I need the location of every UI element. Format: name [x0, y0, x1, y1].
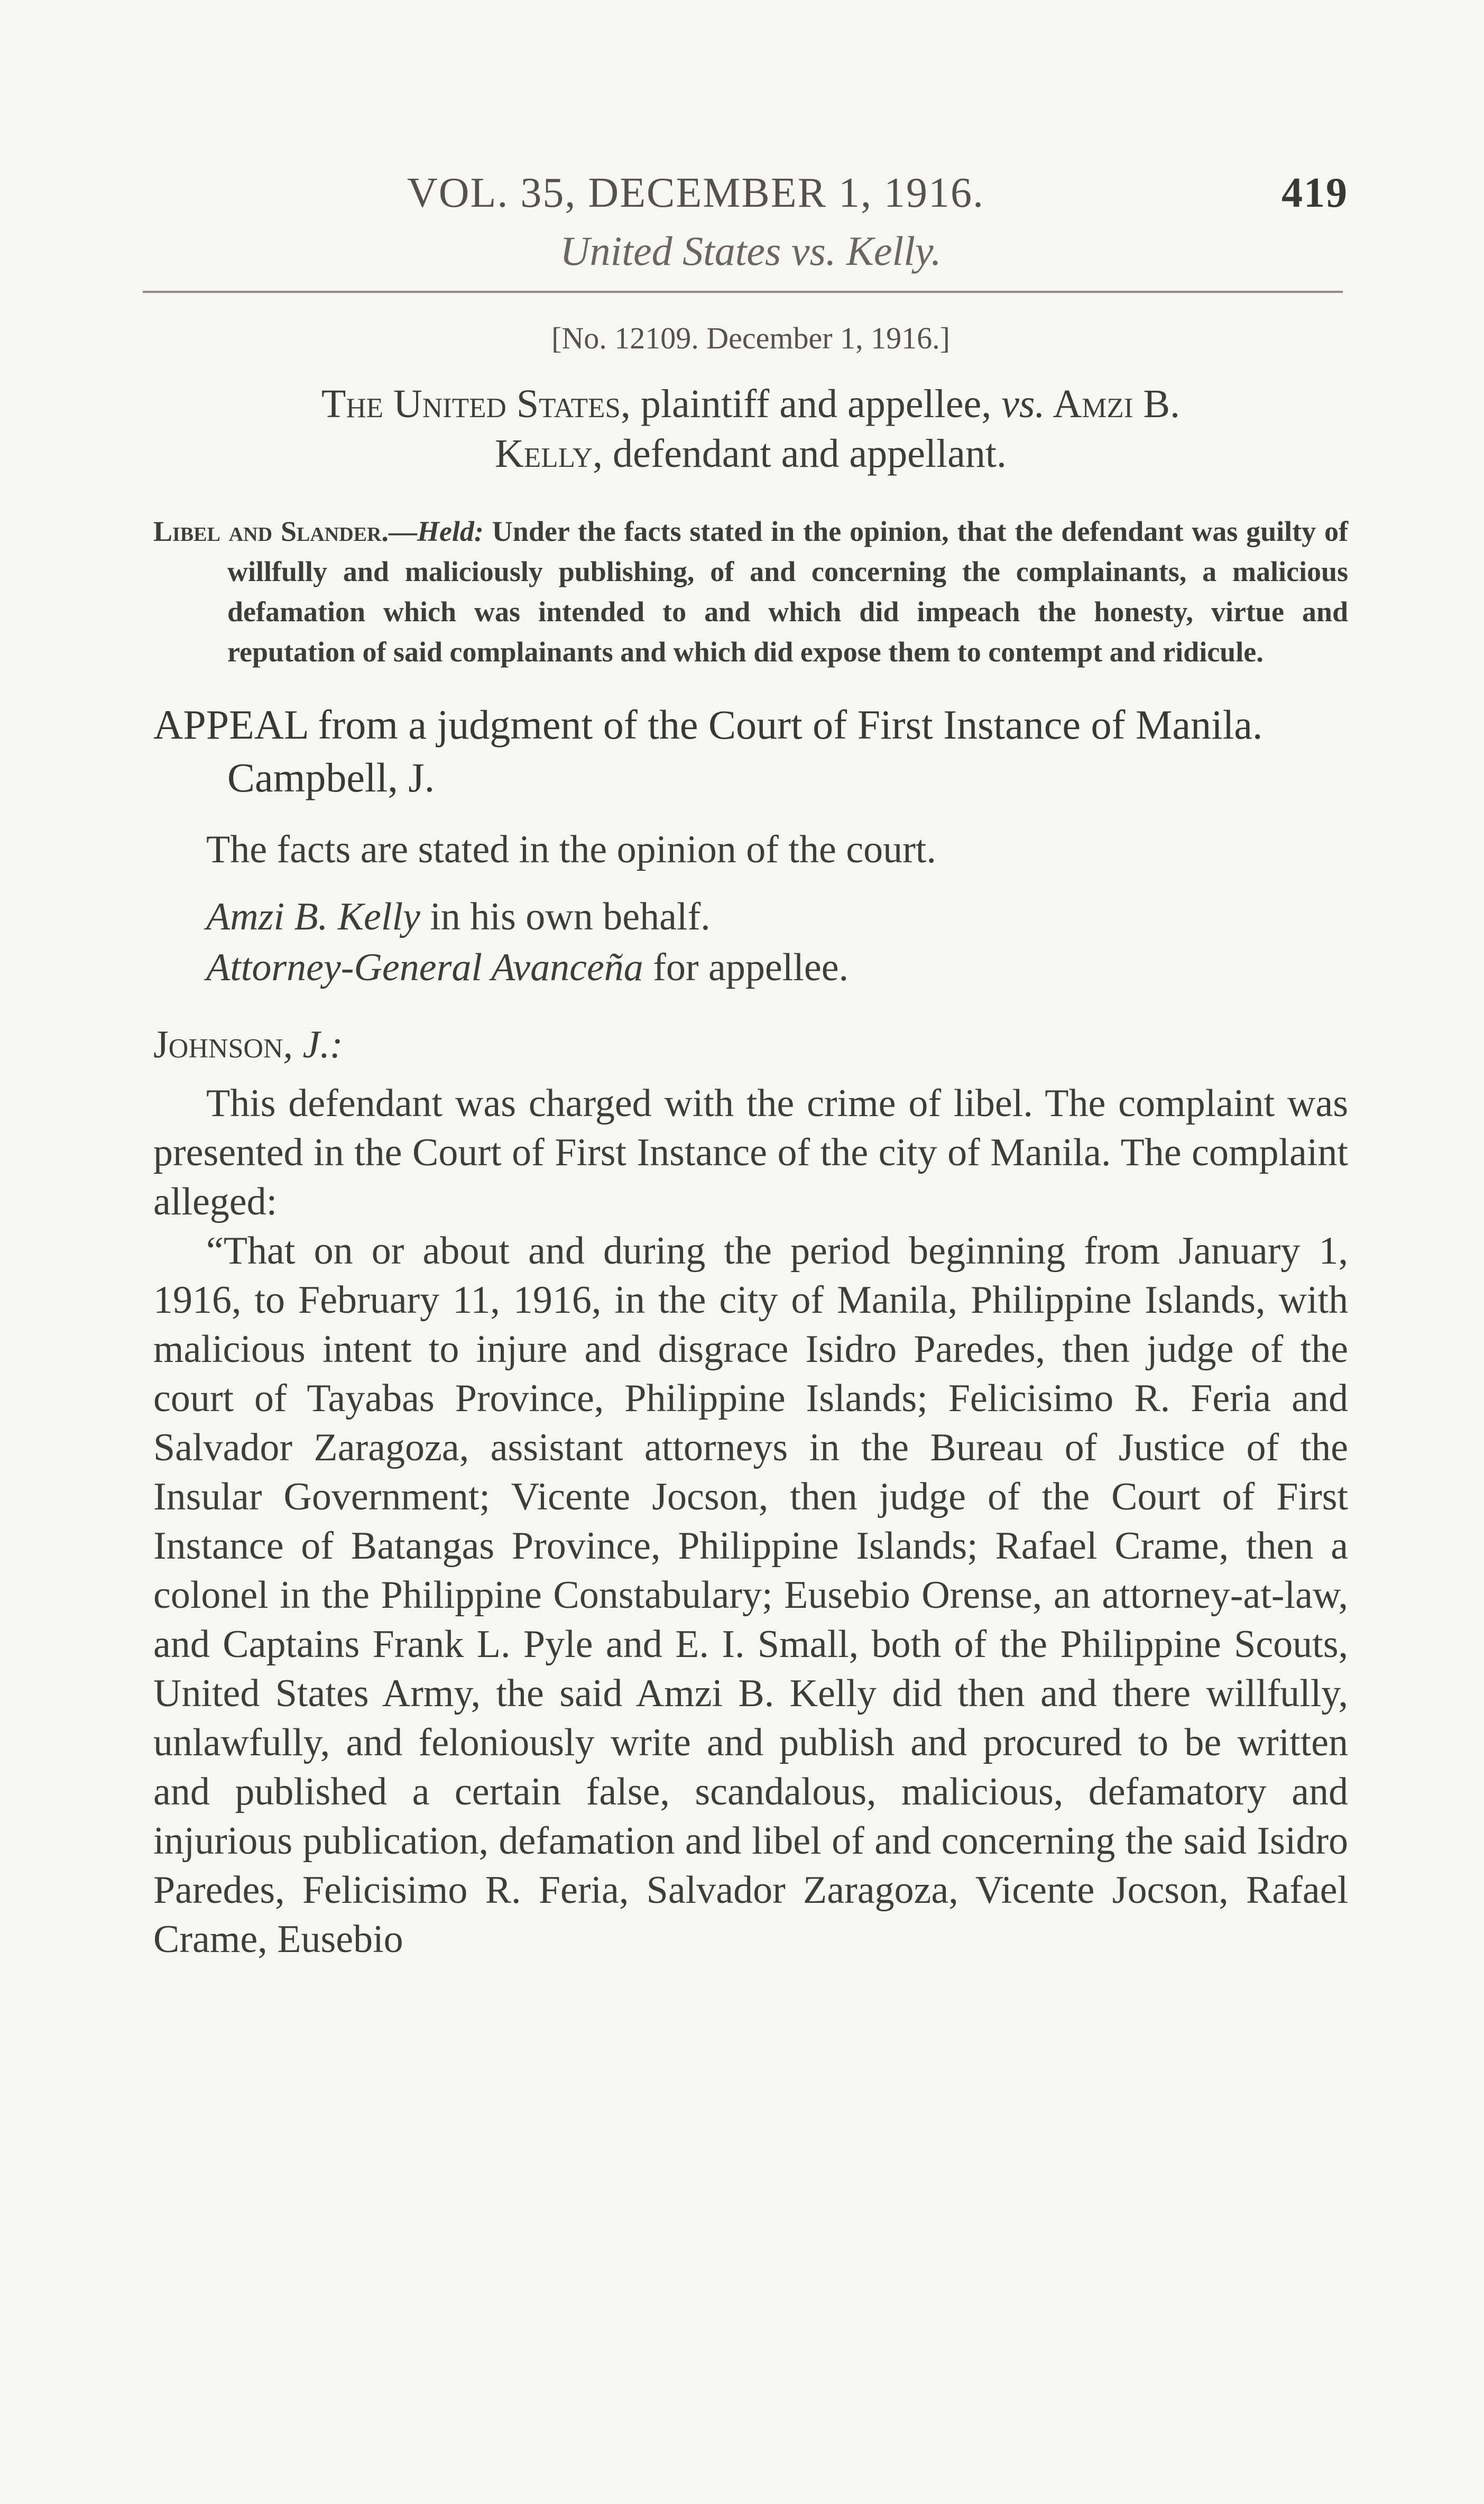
judge-name: Johnson — [153, 1023, 283, 1066]
docket-number: [No. 12109. December 1, 1916.] — [551, 321, 950, 355]
defendant-role: , defendant and appellant. — [593, 431, 1007, 476]
syllabus-held: Held: — [417, 515, 484, 547]
counsel-defendant-role: in his own behalf. — [420, 895, 711, 938]
counsel-defendant-name: Amzi B. Kelly — [206, 895, 420, 938]
header-rule — [143, 291, 1343, 293]
syllabus-topic: Libel and Slander. — [153, 515, 389, 547]
case-short-name: United States vs. Kelly. — [560, 228, 942, 274]
versus: vs. — [1001, 382, 1045, 426]
counsel-appellee — [206, 942, 1348, 993]
syllabus — [153, 511, 1348, 672]
counsel-block — [153, 891, 1348, 993]
opinion-paragraph-1: This defendant was charged with the crime of libel. The complaint was presented in the Court of First Instance of the city of Manila. The complaint alleged: — [153, 1082, 1348, 1223]
volume-line: VOL. 35, DECEMBER 1, 1916. — [407, 170, 984, 216]
running-head — [153, 169, 1348, 227]
counsel-appellee-name: Attorney-General Avanceña — [206, 946, 643, 989]
counsel-appellee-role: for appellee. — [643, 946, 849, 989]
plaintiff-name: The United States — [321, 382, 621, 426]
counsel-defendant — [206, 891, 1348, 942]
plaintiff-role: , plaintiff and appellee, — [620, 382, 1002, 426]
syllabus-dash: — — [388, 515, 417, 547]
defendant-name-first: Amzi B. — [1045, 382, 1181, 426]
judge-line — [153, 1023, 1348, 1067]
opinion-paragraph-2: “That on or about and during the period beginning from January 1, 1916, to February 11, 1916, in the city of Manila, Philippine Islands, with malicious intent to injure and disgrace Isidro Paredes, then judge of the court of Tayabas Province, Philippine Islands; Felicisimo R. Feria and Salvador Zaragoza, assistant attorneys in the Bureau of Justice of the Insular Government; Vicente Jocson, then judge of the Court of First Instance of Batangas Province, Philippine Islands; Rafael Crame, then a colonel in the Philippine Constabulary; Eusebio Orense, an attorney-at-law, and Captains Frank L. Pyle and E. I. Small, both of the Philippine Scouts, United States Army, the said Amzi B. Kelly did then and there willfully, unlawfully, and feloniously write and publish and procured to be written and published a certain false, scandalous, malicious, defamatory and injurious publication, defamation and libel of and concerning the said Isidro Paredes, Felicisimo R. Feria, Salvador Zaragoza, Vicente Jocson, Rafael Crame, Eusebio — [153, 1229, 1348, 1961]
facts-note: The facts are stated in the opinion of the court. — [206, 828, 936, 871]
defendant-name-last: Kelly — [495, 431, 593, 476]
parties-caption — [153, 379, 1348, 478]
text-column — [153, 169, 1348, 1964]
appeal-statement: APPEAL from a judgment of the Court of First Instance of Manila. Campbell, J. — [153, 702, 1263, 800]
page-number: 419 — [1282, 170, 1348, 216]
judge-suffix: , J.: — [283, 1023, 343, 1066]
syllabus-text: Under the facts stated in the opinion, that the defendant was guilty of willfully and maliciously publishing, of and concerning the complainants, a malicious defamation which was intended to and which did impeach the honesty, virtue and reputation of said complainants and which did expose them to contempt and ridicule. — [227, 515, 1348, 668]
